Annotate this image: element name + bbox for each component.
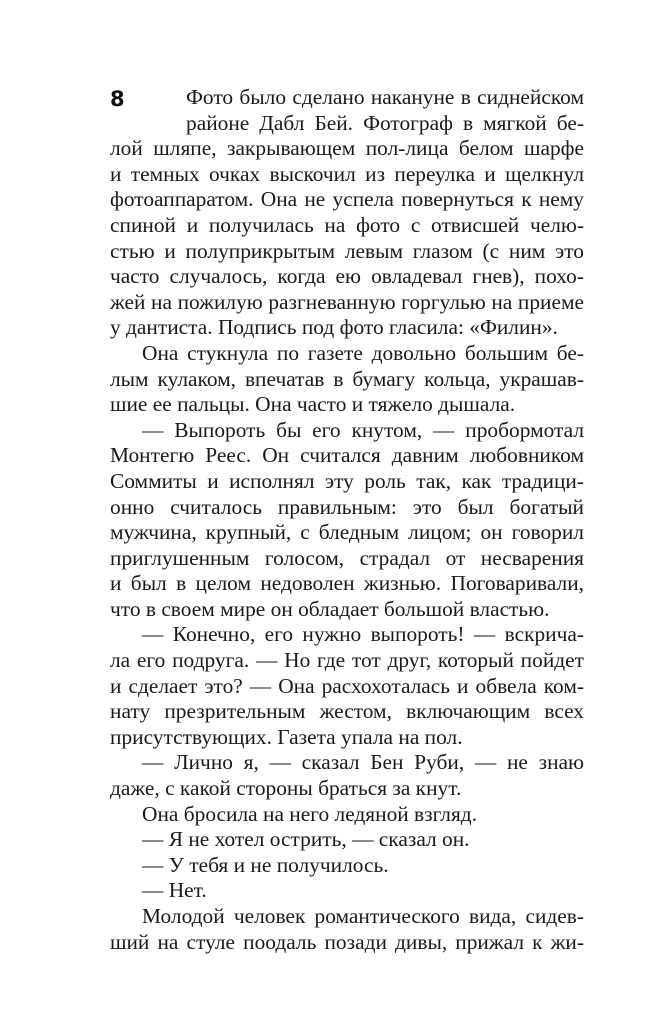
text-line: что в своем мире он обладает большой властью.	[110, 596, 550, 621]
text-line: и сделает это? — Она расхохоталась и обвела ком-	[110, 673, 584, 698]
text-line: у дантиста. Подпись под фото гласила: «Филин».	[110, 315, 558, 340]
text-line: и темных очках выскочил из переулка и щелкнул	[110, 161, 584, 186]
page-number: 8	[110, 87, 125, 111]
text-line: даже, с какой стороны браться за кнут.	[110, 776, 462, 801]
text-line: нату презрительным жестом, включающим всех	[110, 699, 584, 724]
text-line: Фото было сделано накануне в сиднейском	[186, 85, 584, 109]
body-text	[110, 85, 584, 955]
text-line: и был в целом недоволен жизнью. Поговаривали,	[110, 571, 584, 596]
text-line: — Я не хотел острить, — сказал он.	[142, 827, 470, 852]
text-line: Она стукнула по газете довольно большим бе-	[142, 340, 584, 365]
text-line: Она бросила на него ледяной взгляд.	[142, 801, 478, 826]
text-line: — Конечно, его нужно выпороть! — вскрича-	[142, 622, 584, 647]
text-line: онно считалось правильным: это был богатый	[110, 494, 584, 519]
text-line: шие ее пальцы. Она часто и тяжело дышала.	[110, 392, 516, 417]
text-line: жей на пожилую разгневанную горгулью на приеме	[110, 289, 584, 314]
text-line: фотоаппаратом. Она не успела повернуться к нему	[110, 187, 584, 212]
text-line: часто случалось, когда ею овладевал гнев), похо-	[110, 264, 584, 289]
text-line: лым кулаком, впечатав в бумагу кольца, украшав-	[110, 366, 584, 391]
text-line: — Лично я, — сказал Бен Руби, — не знаю	[142, 750, 584, 775]
text-line: ший на стуле поодаль позади дивы, прижал к жи-	[110, 929, 584, 954]
text-line: Монтегю Реес. Он считался давним любовником	[110, 443, 584, 468]
text-line: — Нет.	[142, 878, 207, 903]
text-line: мужчина, крупный, с бледным лицом; он говорил	[110, 520, 584, 545]
text-line: Соммиты и исполнял эту роль так, как традици-	[110, 468, 584, 493]
text-line: Молодой человек романтического вида, сидев-	[142, 904, 584, 928]
text-line: стью и полуприкрытым левым глазом (с ним это	[110, 238, 584, 263]
text-line: лой шляпе, закрывающем пол-лица белом шарфе	[110, 136, 584, 161]
text-line: ла его подруга. — Но где тот друг, который пойдет	[110, 648, 584, 673]
text-line: районе Дабл Бей. Фотограф в мягкой бе-	[186, 110, 584, 135]
text-line: присутствующих. Газета упала на пол.	[110, 724, 463, 749]
text-line: — Выпороть бы его кнутом, — пробормотал	[142, 417, 584, 442]
text-line: — У тебя и не получилось.	[142, 852, 389, 877]
text-line: приглушенным голосом, страдал от несварения	[110, 545, 584, 570]
text-line: спиной и получилась на фото с отвисшей челю-	[110, 212, 584, 237]
